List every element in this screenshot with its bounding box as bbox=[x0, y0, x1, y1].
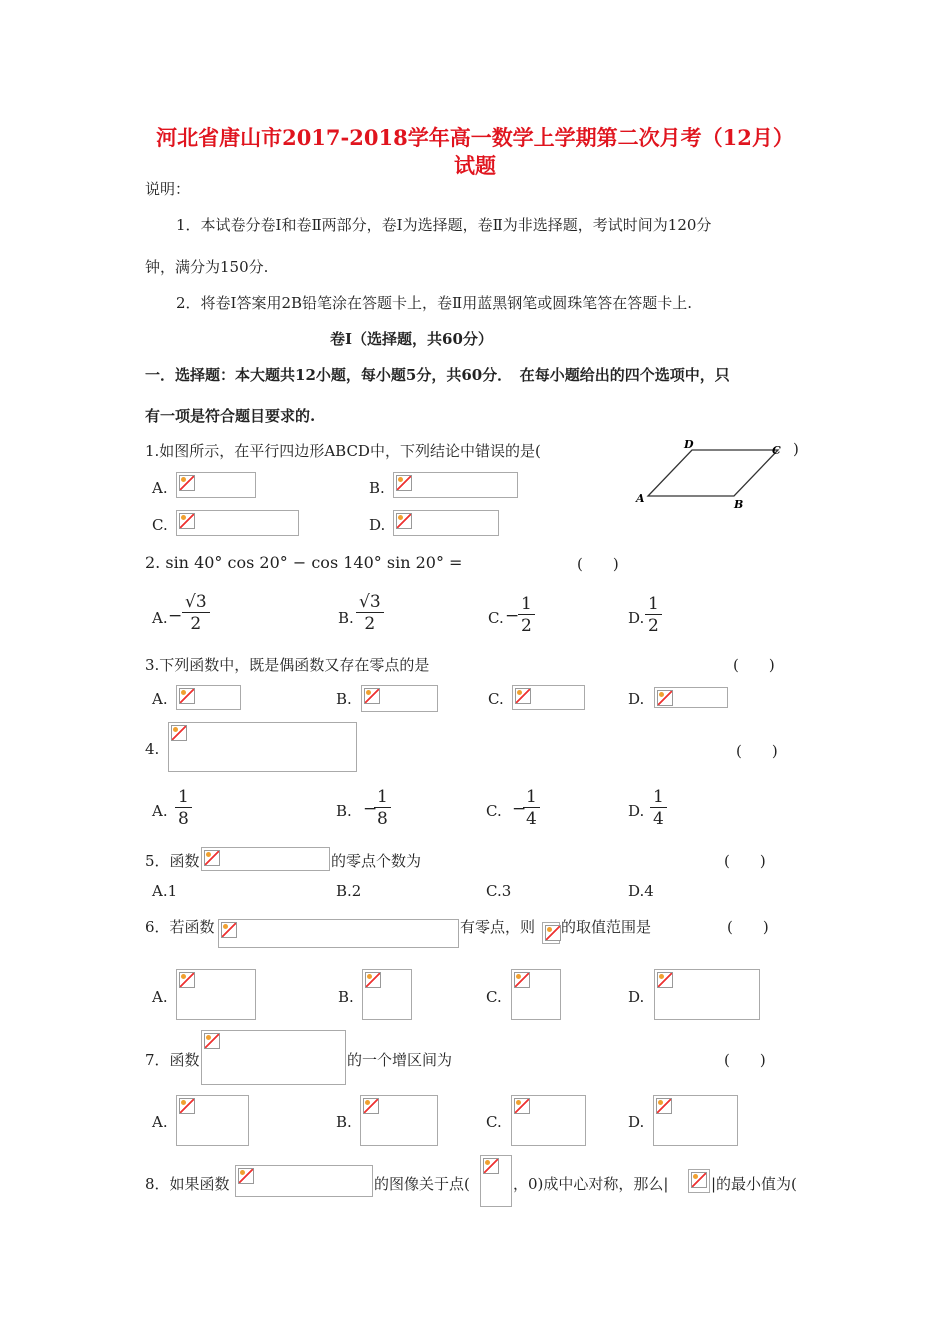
q8-point-image bbox=[480, 1155, 512, 1207]
q6-stem-pre: 6．若函数 bbox=[145, 918, 215, 936]
q6-stem-post: 的取值范围是 bbox=[561, 918, 652, 936]
vertex-b: B bbox=[734, 498, 744, 511]
q6-option-b: B. bbox=[338, 988, 354, 1006]
q8-function-image bbox=[235, 1165, 373, 1197]
section-instructions: 一．选择题：本大题共12小题，每小题5分，共60分． 在每小题给出的四个选项中，只 bbox=[145, 366, 730, 384]
q5-stem-post: 的零点个数为 bbox=[331, 852, 422, 870]
q2-option-b-fraction bbox=[356, 592, 384, 635]
q6-paren: ( ) bbox=[727, 918, 769, 936]
q2-option-c: C. bbox=[488, 609, 504, 627]
q7-stem-post: 的一个增区间为 bbox=[347, 1051, 453, 1069]
parallelogram-figure bbox=[632, 436, 792, 512]
vertex-a: A bbox=[636, 492, 645, 505]
q2-option-a-fraction bbox=[182, 592, 210, 635]
q1-option-c: C. bbox=[152, 516, 168, 534]
q7-paren: ( ) bbox=[724, 1051, 766, 1069]
q2-paren: ( ) bbox=[577, 555, 619, 573]
q5-option-d: D.4 bbox=[628, 882, 654, 900]
q3-paren: ( ) bbox=[733, 656, 775, 674]
q7-option-c: C. bbox=[486, 1113, 502, 1131]
q2-option-c-denominator: 2 bbox=[521, 616, 532, 636]
q7-option-c-image bbox=[511, 1095, 586, 1146]
q1-option-d-image bbox=[393, 510, 499, 536]
q4-option-c: C. bbox=[486, 802, 502, 820]
notes-label: 说明： bbox=[145, 180, 191, 198]
q7-option-d-image bbox=[653, 1095, 738, 1146]
q3-option-d-image bbox=[654, 687, 728, 708]
q7-function-image bbox=[201, 1030, 346, 1085]
q4-option-d-numerator: 1 bbox=[650, 787, 667, 808]
q2-option-c-fraction bbox=[518, 594, 535, 637]
section-heading: 卷Ⅰ（选择题，共60分） bbox=[330, 330, 493, 348]
q5-paren: ( ) bbox=[724, 852, 766, 870]
q4-option-c-denominator: 4 bbox=[526, 809, 537, 829]
q2-option-a-numerator: √3 bbox=[182, 592, 210, 613]
page-title: 河北省唐山市2017-2018学年高一数学上学期第二次月考（12月） bbox=[156, 125, 794, 150]
q4-option-b-numerator: 1 bbox=[374, 787, 391, 808]
q6-option-c-image bbox=[511, 969, 561, 1020]
q2-option-d-denominator: 2 bbox=[648, 616, 659, 636]
q1-close: ) bbox=[793, 440, 799, 458]
q1-option-b-image bbox=[393, 472, 518, 498]
q2-option-a: A. bbox=[152, 609, 168, 627]
q4-option-a-numerator: 1 bbox=[175, 787, 192, 808]
q3-stem: 3.下列函数中，既是偶函数又存在零点的是 bbox=[145, 656, 430, 674]
q5-function-image bbox=[201, 847, 330, 871]
q6-option-d: D. bbox=[628, 988, 645, 1006]
q7-option-b: B. bbox=[336, 1113, 352, 1131]
q3-option-c-image bbox=[512, 685, 585, 710]
q7-option-a: A. bbox=[152, 1113, 168, 1131]
q2-option-c-sign: − bbox=[505, 606, 520, 626]
q1-option-b: B. bbox=[369, 479, 385, 497]
q4-option-a-denominator: 8 bbox=[178, 809, 189, 829]
q3-option-a: A. bbox=[152, 690, 168, 708]
q6-stem-mid: 有零点，则 bbox=[460, 918, 536, 936]
q7-stem-pre: 7．函数 bbox=[145, 1051, 200, 1069]
q8-stem-mid1: 的图像关于点( bbox=[374, 1175, 470, 1193]
q2-option-a-denominator: 2 bbox=[190, 614, 202, 634]
q4-option-b-fraction bbox=[374, 787, 391, 830]
section-instructions-cont: 有一项是符合题目要求的. bbox=[145, 407, 316, 425]
q7-option-a-image bbox=[176, 1095, 249, 1146]
q2-option-d: D. bbox=[628, 609, 645, 627]
q6-variable-image bbox=[542, 922, 560, 944]
q4-option-c-numerator: 1 bbox=[523, 787, 540, 808]
q4-option-a: A. bbox=[152, 802, 168, 820]
q5-stem-pre: 5．函数 bbox=[145, 852, 200, 870]
q1-option-a: A. bbox=[152, 479, 168, 497]
q4-option-c-sign: − bbox=[512, 799, 527, 819]
q6-option-b-image bbox=[362, 969, 412, 1020]
q4-option-d: D. bbox=[628, 802, 645, 820]
q5-option-a: A.1 bbox=[152, 882, 178, 900]
parallelogram-shape bbox=[648, 450, 778, 496]
q7-option-d: D. bbox=[628, 1113, 645, 1131]
q4-option-c-fraction bbox=[523, 787, 540, 830]
q3-option-b: B. bbox=[336, 690, 352, 708]
q2-option-b: B. bbox=[338, 609, 354, 627]
q4-stem-image bbox=[168, 722, 357, 772]
q4-option-b-denominator: 8 bbox=[377, 809, 388, 829]
q1-option-d: D. bbox=[369, 516, 386, 534]
q3-option-a-image bbox=[176, 685, 241, 710]
q4-option-d-fraction bbox=[650, 787, 667, 830]
q4-option-d-denominator: 4 bbox=[653, 809, 664, 829]
note-1-cont: 钟，满分为150分. bbox=[145, 258, 269, 276]
q3-option-b-image bbox=[361, 685, 438, 712]
q8-stem-pre: 8．如果函数 bbox=[145, 1175, 230, 1193]
q3-option-c: C. bbox=[488, 690, 504, 708]
q2-option-d-fraction bbox=[645, 594, 662, 637]
q4-option-b: B. bbox=[336, 802, 352, 820]
note-1: 1．本试卷分卷Ⅰ和卷Ⅱ两部分，卷Ⅰ为选择题，卷Ⅱ为非选择题，考试时间为120分 bbox=[176, 216, 712, 234]
q8-variable-image bbox=[688, 1169, 710, 1193]
q8-stem-post: |的最小值为( bbox=[711, 1175, 797, 1193]
q7-option-b-image bbox=[360, 1095, 438, 1146]
q6-option-d-image bbox=[654, 969, 760, 1020]
q2-option-b-denominator: 2 bbox=[364, 614, 376, 634]
q6-option-a: A. bbox=[152, 988, 168, 1006]
q6-function-image bbox=[218, 919, 459, 948]
q4-option-a-fraction bbox=[175, 787, 192, 830]
q2-option-b-numerator: √3 bbox=[356, 592, 384, 613]
q5-option-b: B.2 bbox=[336, 882, 362, 900]
q4-option-b-sign: − bbox=[363, 799, 378, 819]
q1-option-a-image bbox=[176, 472, 256, 498]
q1-stem: 1.如图所示，在平行四边形ABCD中，下列结论中错误的是( bbox=[145, 442, 541, 460]
q1-option-c-image bbox=[176, 510, 299, 536]
q8-stem-mid2: ，0)成中心对称，那么| bbox=[513, 1175, 669, 1193]
q2-stem: 2. sin 40° cos 20° − cos 140° sin 20° = bbox=[145, 553, 463, 572]
q6-option-a-image bbox=[176, 969, 256, 1020]
q2-option-d-numerator: 1 bbox=[645, 594, 662, 615]
q4-stem: 4. bbox=[145, 740, 160, 758]
q2-option-a-sign: − bbox=[168, 606, 183, 626]
q4-paren: ( ) bbox=[736, 742, 778, 760]
q2-option-c-numerator: 1 bbox=[518, 594, 535, 615]
vertex-d: D bbox=[684, 438, 694, 451]
note-2: 2．将卷Ⅰ答案用2B铅笔涂在答题卡上，卷Ⅱ用蓝黑钢笔或圆珠笔答在答题卡上. bbox=[176, 294, 693, 312]
page-title-line2: 试题 bbox=[454, 153, 496, 178]
q6-option-c: C. bbox=[486, 988, 502, 1006]
q5-option-c: C.3 bbox=[486, 882, 512, 900]
vertex-c: C bbox=[772, 444, 781, 457]
q3-option-d: D. bbox=[628, 690, 645, 708]
